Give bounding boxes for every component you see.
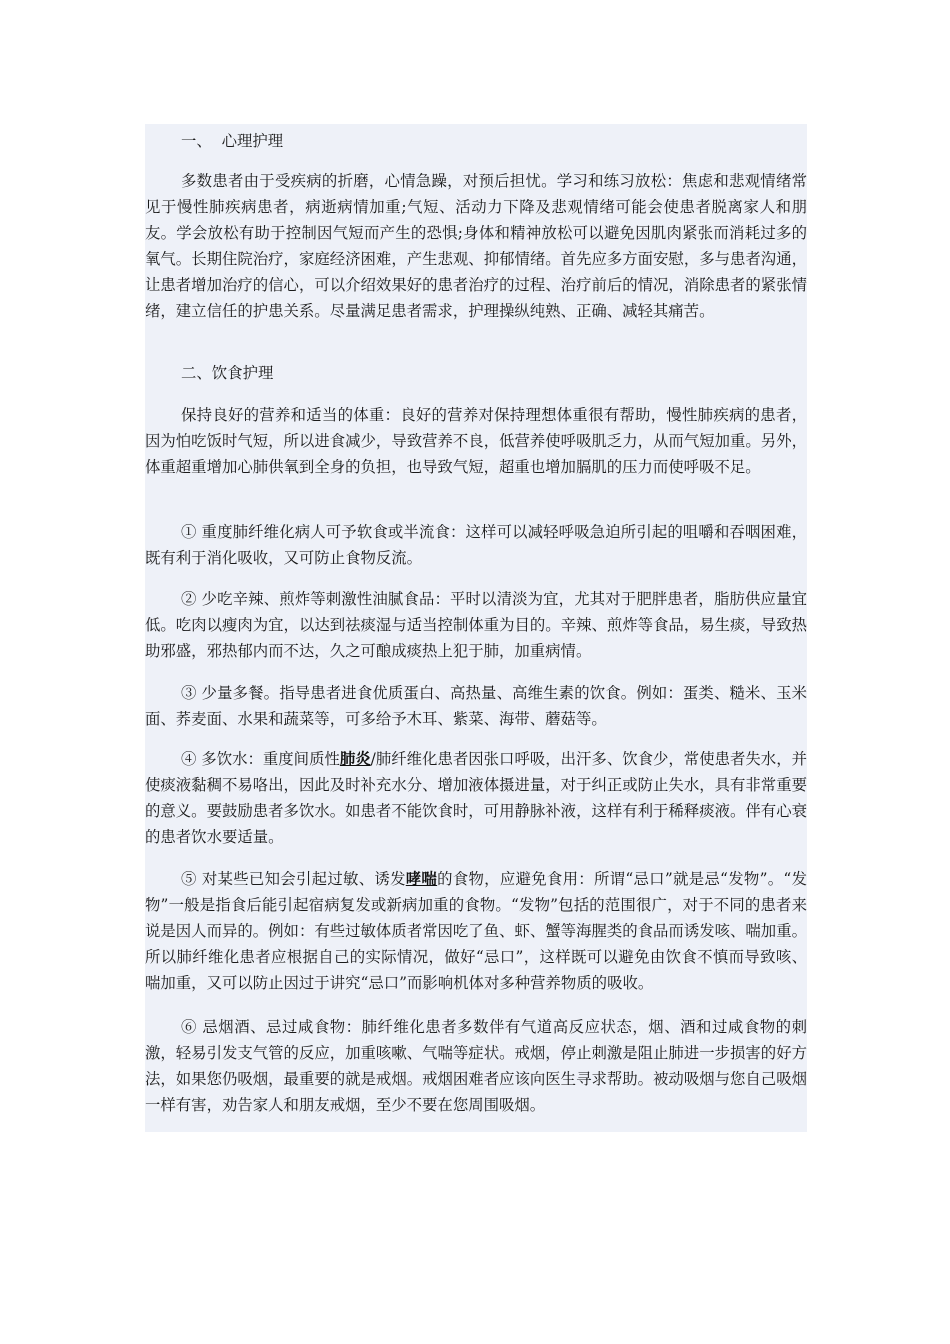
paragraph-diet-intro: 保持良好的营养和适当的体重：良好的营养对保持理想体重很有帮助，慢性肺疾病的患者，因为怕吃饭时气短，所以进食减少，导致营养不良，低营养使呼吸肌乏力，从而气短加重。另外，体重超重增加心肺供氧到全身的负担，也导致气短，超重也增加膈肌的压力而使呼吸不足。	[145, 406, 807, 476]
list-item-small-meals: ③ 少量多餐。指导患者进食优质蛋白、高热量、高维生素的饮食。例如：蛋类、糙米、玉米面、荞麦面、水果和蔬菜等，可多给予木耳、紫菜、海带、蘑菇等。	[145, 684, 807, 728]
list-item-soft-food: ① 重度肺纤维化病人可予软食或半流食：这样可以减轻呼吸急迫所引起的咀嚼和吞咽困难，既有利于消化吸收，又可防止食物反流。	[145, 523, 807, 567]
item4-text-after: /肺纤维化患者因张口呼吸，出汗多、饮食少，常使患者失水，并使痰液黏稠不易咯出，因此及时补充水分、增加液体摄进量，对于纠正或防止失水，具有非常重要的意义。要鼓励患者多饮水。如患者不能饮食时，可用静脉补液，这样有利于稀释痰液。伴有心衰的患者饮水要适量。	[145, 750, 807, 846]
item4-text-before: ④ 多饮水：重度间质性	[181, 750, 340, 768]
link-pneumonia[interactable]: 肺炎	[339, 750, 371, 768]
section-heading-psychological-care: 一、 心理护理	[181, 132, 284, 150]
item5-text-before: ⑤ 对某些已知会引起过敏、诱发	[181, 870, 406, 888]
list-item-quit-smoking: ⑥ 忌烟酒、忌过咸食物：肺纤维化患者多数伴有气道高反应状态，烟、酒和过咸食物的刺激，轻易引发支气管的反应，加重咳嗽、气喘等症状。戒烟，停止刺激是阻止肺进一步损害的好方法，如果您仍吸烟，最重要的就是戒烟。戒烟困难者应该向医生寻求帮助。被动吸烟与您自己吸烟一样有害，劝告家人和朋友戒烟，至少不要在您周围吸烟。	[145, 1018, 807, 1114]
list-item-drink-water	[145, 746, 807, 850]
paragraph-psychological-care: 多数患者由于受疾病的折磨，心情急躁，对预后担忧。学习和练习放松：焦虑和悲观情绪常见于慢性肺疾病患者，病逝病情加重;气短、活动力下降及悲观情绪可能会使患者脱离家人和朋友。学会放松有助于控制因气短而产生的恐惧;身体和精神放松可以避免因肌肉紧张而消耗过多的氧气。长期住院治疗，家庭经济困难，产生悲观、抑郁情绪。首先应多方面安慰，多与患者沟通，让患者增加治疗的信心，可以介绍效果好的患者治疗的过程、治疗前后的情况，消除患者的紧张情绪，建立信任的护患关系。尽量满足患者需求，护理操纵纯熟、正确、减轻其痛苦。	[145, 172, 807, 320]
document-content	[145, 124, 807, 1132]
list-item-avoid-allergens	[145, 866, 807, 996]
link-asthma[interactable]: 哮喘	[405, 870, 438, 888]
item5-text-after: 的食物，应避免食用：所谓“忌口”就是忌“发物”。“发物”一般是指食后能引起宿病复发或新病加重的食物。“发物”包括的范围很广，对于不同的患者来说是因人而异的。例如：有些过敏体质者常因吃了鱼、虾、蟹等海腥类的食品而诱发咳、喘加重。所以肺纤维化患者应根据自己的实际情况，做好“忌口”，这样既可以避免由饮食不慎而导致咳、喘加重，又可以防止因过于讲究“忌口”而影响机体对多种营养物质的吸收。	[145, 870, 807, 992]
list-item-avoid-spicy: ② 少吃辛辣、煎炸等刺激性油腻食品：平时以清淡为宜，尤其对于肥胖患者，脂肪供应量宜低。吃肉以瘦肉为宜，以达到祛痰湿与适当控制体重为目的。辛辣、煎炸等食品，易生痰，导致热助邪盛，邪热郁内而不达，久之可酿成痰热上犯于肺，加重病情。	[145, 590, 807, 660]
section-heading-diet-care: 二、饮食护理	[181, 364, 274, 382]
